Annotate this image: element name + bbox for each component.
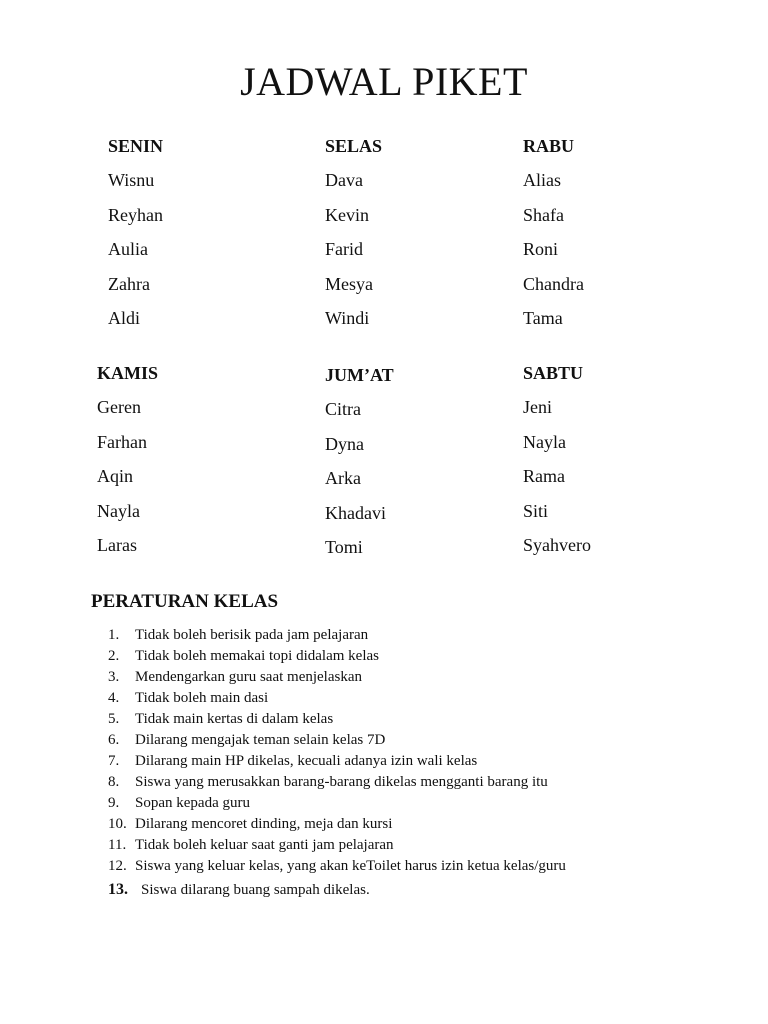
member-name: Aulia	[108, 239, 148, 259]
member-name: Dyna	[325, 433, 364, 454]
rule-item	[108, 709, 566, 730]
rule-item	[108, 730, 566, 751]
day-column-selas	[325, 135, 382, 342]
member-name: Nayla	[523, 431, 566, 452]
member-name: Aldi	[108, 308, 141, 328]
day-name: KAMIS	[97, 363, 159, 383]
rule-number: 12.	[108, 858, 127, 874]
member-name: Farid	[325, 239, 363, 259]
page-title: JADWAL PIKET	[240, 59, 528, 104]
member-name: Tama	[523, 308, 563, 328]
rule-number: 2.	[108, 648, 120, 664]
rule-item	[108, 772, 566, 793]
member-name: Reyhan	[108, 204, 163, 225]
rule-number: 7.	[108, 753, 120, 769]
member-name: Roni	[523, 239, 559, 259]
member-name: Windi	[325, 308, 370, 328]
day-name: RABU	[523, 136, 575, 156]
member-name: Farhan	[97, 431, 147, 452]
member-name: Aqin	[97, 466, 133, 486]
rules-list	[108, 625, 566, 900]
rule-item	[108, 793, 566, 814]
member-name: Rama	[523, 466, 565, 486]
rule-number: 9.	[108, 795, 120, 811]
rule-text: Tidak boleh main dasi	[135, 690, 269, 706]
day-column-kamis	[97, 362, 158, 569]
member-name: Dava	[325, 170, 363, 190]
member-name: Zahra	[108, 273, 150, 294]
rule-item	[108, 856, 566, 877]
rule-item	[108, 879, 566, 900]
rule-item	[108, 688, 566, 709]
rule-number: 5.	[108, 711, 120, 727]
day-column-jumat	[325, 364, 394, 571]
member-name: Khadavi	[325, 502, 386, 523]
rule-item	[108, 835, 566, 856]
rule-number: 8.	[108, 774, 120, 790]
day-column-senin	[108, 135, 163, 342]
day-name: JUM’AT	[325, 365, 394, 385]
member-name: Wisnu	[108, 170, 155, 190]
rule-number: 1.	[108, 627, 120, 643]
member-name: Siti	[523, 500, 549, 521]
rule-text: Siswa yang merusakkan barang-barang dikelas mengganti barang itu	[135, 774, 548, 790]
rule-item	[108, 646, 566, 667]
rule-text: Siswa yang keluar kelas, yang akan keToilet harus izin ketua kelas/guru	[135, 858, 566, 874]
member-name: Arka	[325, 468, 361, 488]
rule-text: Tidak main kertas di dalam kelas	[135, 711, 334, 727]
rule-text: Tidak boleh keluar saat ganti jam pelajaran	[135, 837, 394, 853]
rule-text: Dilarang mencoret dinding, meja dan kursi	[135, 816, 393, 832]
rule-text: Tidak boleh berisik pada jam pelajaran	[135, 627, 369, 643]
rules-heading: PERATURAN KELAS	[91, 591, 279, 612]
rule-number: 3.	[108, 669, 120, 685]
member-name: Tomi	[325, 537, 363, 557]
rule-text: Tidak boleh memakai topi didalam kelas	[135, 648, 379, 664]
rule-text: Sopan kepada guru	[135, 795, 250, 811]
rule-number: 10.	[108, 816, 127, 832]
day-name: SELAS	[325, 136, 383, 156]
member-name: Jeni	[523, 397, 552, 417]
rule-text: Mendengarkan guru saat menjelaskan	[135, 669, 362, 685]
day-name: SABTU	[523, 363, 584, 383]
member-name: Chandra	[523, 273, 584, 294]
day-column-rabu	[523, 135, 584, 342]
rule-text: Dilarang main HP dikelas, kecuali adanya izin wali kelas	[135, 753, 478, 769]
member-name: Syahvero	[523, 535, 591, 555]
rule-item	[108, 667, 566, 688]
rule-text: Dilarang mengajak teman selain kelas 7D	[135, 732, 386, 748]
day-column-sabtu	[523, 362, 591, 569]
rule-number: 4.	[108, 690, 120, 706]
member-name: Nayla	[97, 500, 140, 521]
rule-text: Siswa dilarang buang sampah dikelas.	[141, 882, 370, 898]
rule-item	[108, 751, 566, 772]
member-name: Geren	[97, 397, 141, 417]
rule-item	[108, 814, 566, 835]
member-name: Laras	[97, 535, 137, 555]
rule-number: 13.	[108, 881, 128, 898]
member-name: Alias	[523, 170, 561, 190]
rule-number: 6.	[108, 732, 120, 748]
member-name: Mesya	[325, 273, 373, 294]
member-name: Citra	[325, 399, 361, 419]
member-name: Kevin	[325, 204, 369, 225]
day-name: SENIN	[108, 136, 164, 156]
member-name: Shafa	[523, 204, 564, 225]
rule-number: 11.	[108, 837, 127, 853]
rule-item	[108, 625, 566, 646]
